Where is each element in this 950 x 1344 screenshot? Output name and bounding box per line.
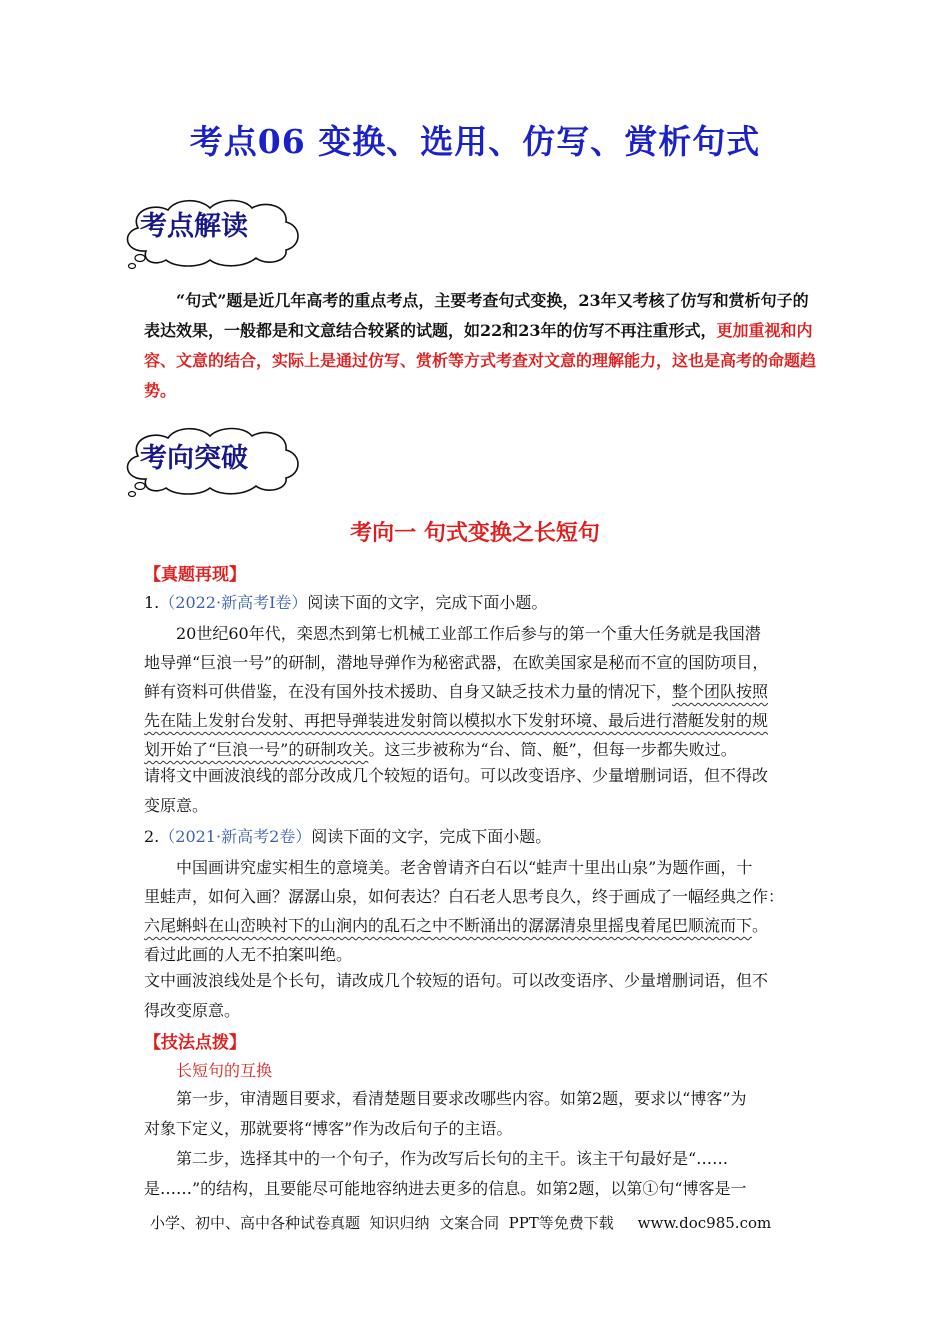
question-2-task	[144, 966, 816, 1026]
real-exam-label: 【真题再现】	[144, 565, 246, 585]
task-line: 变原意。	[144, 796, 209, 815]
passage-line: 里蛙声，如何入画？潺潺山泉，如何表达？白石老人思考良久，终于画成了一幅经典之作：	[144, 887, 785, 906]
question-number: 2.	[144, 827, 160, 846]
question-1-task	[144, 761, 816, 821]
step-line: 是……”的结构，且要能尽可能地容纳进去更多的信息。如第2题，以第①句“博客是一	[144, 1179, 747, 1198]
question-2-passage	[144, 853, 816, 969]
question-1-passage	[144, 619, 816, 764]
section-label-breakthrough: 考向突破	[140, 443, 248, 474]
section-cloud-badge	[116, 196, 306, 272]
question-prompt: 阅读下面的文字，完成下面小题。	[307, 593, 548, 612]
step-line: 对象下定义，那就要将“博客”作为改后句子的主语。	[144, 1119, 513, 1138]
passage-line: 六尾蝌蚪在山峦映衬下的山涧内的乱石之中不断涌出的潺潺清泉里摇曳着尾巴顺流而下。	[144, 916, 769, 935]
passage-line: 中国画讲究虚实相生的意境美。老舍曾请齐白石以“蛙声十里出山泉”为题作画，十	[176, 858, 753, 877]
question-source: （2021·新高考2卷）	[159, 827, 312, 846]
step-line: 第二步，选择其中的一个句子，作为改写后长句的主干。该主干句最好是“……	[176, 1149, 729, 1168]
question-number: 1.	[144, 593, 160, 612]
intro-text: “句式”题是近几年高考的重点考点，主要考查句式变换，23年又考核了仿写和赏析句子的表达效果，一般都是和文意结合较紧的试题，如22和23年的仿写不再注重形式，	[144, 291, 809, 340]
question-1-header	[144, 588, 816, 618]
question-source: （2022·新高考I卷）	[159, 593, 308, 612]
task-line: 请将文中画波浪线的部分改成几个较短的语句。可以改变语序、少量增删词语，但不得改	[144, 766, 769, 785]
wavy-underlined-text: 六尾蝌蚪在山峦映衬下的山涧内的乱石之中不断涌出的潺潺清泉里摇曳着尾巴顺流而下	[144, 916, 753, 935]
wavy-underlined-text: 整个团队按照	[672, 682, 769, 701]
wavy-underlined-text: 划开始了“巨浪一号”的研制攻关	[144, 740, 369, 759]
tips-subtitle: 长短句的互换	[176, 1061, 273, 1080]
task-line: 得改变原意。	[144, 1001, 241, 1020]
passage-line: 看过此画的人无不拍案叫绝。	[144, 945, 353, 964]
passage-line: 地导弹“巨浪一号”的研制，潜地导弹作为秘密武器，在欧美国家是秘而不宣的国防项目，	[144, 653, 769, 672]
step-line: 第一步，审清题目要求，看清楚题目要求改哪些内容。如第2题，要求以“博客”为	[176, 1089, 747, 1108]
wavy-underlined-text: 先在陆上发射台发射、再把导弹装进发射筒以模拟水下发射环境、最后进行潜艇发射的规	[144, 711, 769, 730]
intro-emphasis-text: 更加重视和内容、文意的结合，实际上是通过仿写、赏析等方式考查对文意的理解能力，这也是高考的命题趋势。	[144, 321, 817, 400]
question-2-header	[144, 822, 816, 852]
direction-heading: 考向一 句式变换之长短句	[350, 520, 600, 546]
step-2-paragraph	[144, 1144, 816, 1204]
intro-paragraph	[144, 286, 816, 406]
passage-line: 鲜有资料可供借鉴，在没有国外技术援助、自身又缺乏技术力量的情况下，整个团队按照	[144, 682, 769, 701]
section-cloud-badge-2	[116, 424, 306, 500]
tips-label: 【技法点拨】	[144, 1033, 246, 1053]
page-footer: 小学、初中、高中各种试卷真题 知识归纳 文案合同 PPT等免费下载 www.doc985.com	[150, 1214, 772, 1232]
passage-line: 划开始了“巨浪一号”的研制攻关。这三步被称为“台、筒、艇”，但每一步都失败过。	[144, 740, 737, 759]
page-title: 考点06 变换、选用、仿写、赏析句式	[189, 122, 761, 161]
task-line: 文中画波浪线处是个长句，请改成几个较短的语句。可以改变语序、少量增删词语，但不	[144, 971, 769, 990]
question-prompt: 阅读下面的文字，完成下面小题。	[311, 827, 552, 846]
passage-line: 20世纪60年代，栾恩杰到第七机械工业部工作后参与的第一个重大任务就是我国潜	[176, 624, 761, 643]
step-1-paragraph	[144, 1084, 816, 1144]
section-label-interpretation: 考点解读	[140, 211, 248, 242]
